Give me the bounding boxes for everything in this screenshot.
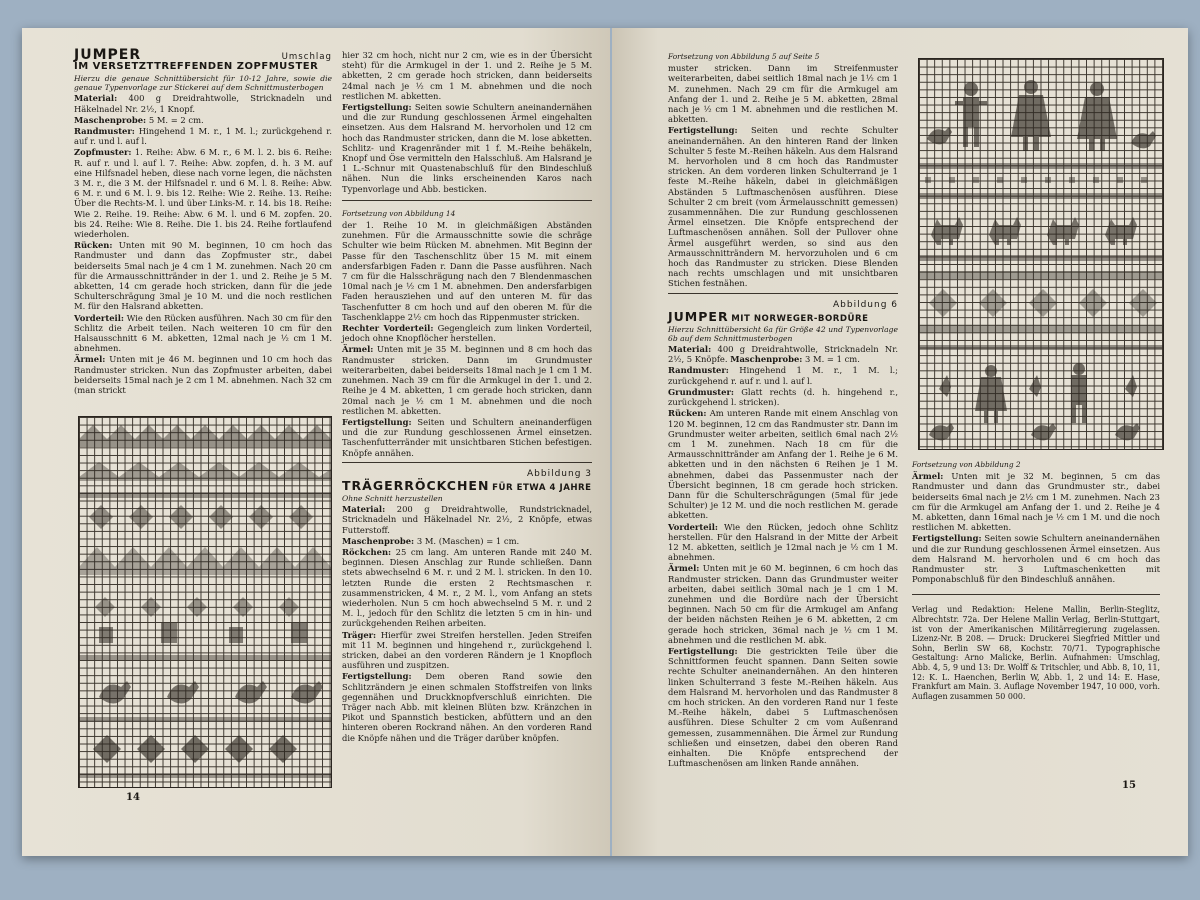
left-column-1	[74, 47, 332, 396]
gauge-paragraph: Maschenprobe: 5 M. = 2 cm.	[74, 114, 204, 125]
finishing-paragraph-2: Fertigstellung: Seiten und Schultern aneinanderfügen und die zur Rundung geschlossenen Ärmel einsetzen. Taschenfutterränder mit unsichtbaren Stichen befestigen. Knöpfe annähen.	[342, 416, 592, 458]
figure-number: Abbildung 3	[526, 468, 592, 479]
finishing-paragraph-right: Fertigstellung: Seiten und rechte Schulter aneinandernähen. An den hinteren Rand der linken Schulter 5 feste M.-Reihen häkeln. Aus dem Halsrand M. hervorholen und 8 cm hoch das Randmuster stricken. An dem vorderen linken Schulterrand je 1 feste M.-Reihe häkeln, dabei in gleichmäßigen Abständen 5 Luftmaschenösen ausführen. Diese Schulter 2 cm breit (vom Ärmelausschnitt gemessen) zusammennähen. Die zur Rundung geschlossenen Ärmel einsetzen. Die Knöpfe entsprechend der Luftmaschenösen annähen. Soll der Pullover ohne Ärmel ausgeführt werden, so sind aus den Armausschnitträndern M. hervorzuholen und 6 cm hoch das Randmuster zu stricken. Diese Blenden nach rechts umschlagen und mit unsichtbaren Stichen festnähen.	[668, 125, 898, 289]
figure-number-right: Abbildung 6	[832, 299, 898, 310]
embroidery-chart-left	[78, 416, 332, 788]
right-page	[612, 28, 1188, 856]
right-front-paragraph: Rechter Vorderteil: Gegengleich zum linken Vorderteil, jedoch ohne Knopflöcher herstellen.	[342, 323, 593, 344]
magazine-spread	[22, 28, 1188, 856]
chart-motifs	[79, 417, 331, 787]
jumper-front: Vorderteil: Wie den Rücken, jedoch ohne Schlitz herstellen. Für den Halsrand in der Mitte der Arbeit 12 M. abketten, seitlich je 12mal nach je ½ cm 1 M. abnehmen.	[668, 521, 898, 563]
continuation-text-right: muster stricken. Dann im Streifenmuster weiterarbeiten, dabei seitlich 18mal nach je 1½ cm 1 M. zunehmen. Nach 29 cm für die Armkugel am Anfang der 1. und 2. Reihe je 5 M. abketten, 28mal nach je ½ cm 1 M. abnehmen und die restlichen M. abketten.	[668, 63, 898, 125]
continuation-paragraph: hier 32 cm hoch, nicht nur 2 cm, wie es in der Übersicht steht) für die Armkugel in der 1. und 2. Reihe je 5 M. abketten, 2 cm gerade hoch stricken, dann beiderseits 24mal nach je ½ cm 1 M. abnehmen und die noch restlichen M. abketten.	[342, 50, 592, 101]
page-number-right: 15	[1122, 780, 1136, 791]
jumper-back: Rücken: Am unteren Rande mit einem Anschlag von 120 M. beginnen, 12 cm das Randmuster str. Dann im Grundmuster weiter arbeiten, seitlich 6mal nach 2½ cm 1 M. zunehmen. Nach 18 cm für die Armausschnittränder am Anfang der 1. Reihe je 6 M. abketten und in den nächsten 6 Reihen je 1 M. abnehmen, dabei das Passenmuster nach der Übersicht beginnen, 18 cm gerade hoch stricken. Dann für die Schulterschrägungen (5mal für jede Schulter) je 12 M. und die noch restlichen M. gerade abketten.	[668, 408, 899, 521]
imprint: Verlag und Redaktion: Helene Mallin, Berlin-Steglitz, Albrechtstr. 72a. Der Helene Mallin Verlag, Berlin-Stuttgart, ist von der Amerikanischen Militärregierung zugelassen. Lizenz-Nr. B 208. — Druck: Druckerei Siegfried Mittler und Sohn, Berlin SW 68, Kochstr. 70/71. Typographische Gestaltung: Arno Malicke, Berlin. Aufnahmen: Umschlag, Abb. 4, 5, 9 und 13: Dr. Wolff & Tritschler, und Abb. 8, 10, 11, 12: K. L. Haenchen, Berlin W, Abb. 1, 2 und 14: E. Hase, Frankfurt am Main. 3. Auflage November 1947, 10 000, vorh. Auflagen zusammen 50 000.	[912, 605, 1160, 701]
divider-right	[668, 293, 898, 294]
figure-reference: Umschlag	[281, 52, 332, 62]
jumper-rib: Randmuster: Hingehend 1 M. r., 1 M. l.; zurückgehend r. auf r. und l. auf l.	[668, 365, 898, 386]
skirt-material: Material: 200 g Dreidrahtwolle, Rundstricknadel, Stricknadeln und Häkelnadel Nr. 2½, 2 Knöpfe, etwas Futterstoff.	[342, 504, 592, 535]
back-paragraph: Rücken: Unten mit 90 M. beginnen, 10 cm hoch das Randmuster und dann das Zopfmuster str., dabei beiderseits 5mal nach je 4 cm 1 M. zunehmen. Nach 20 cm für die Armausschnittränder in der 1. und 2. Reihe je 5 M. abketten, 14 cm gerade hoch stricken, dann für die jede Schulterschrägung 3mal je 10 M. und die noch restlichen M. für den Halsrand abketten.	[74, 240, 332, 312]
continuation-label: Fortsetzung von Abbildung 14	[342, 208, 456, 218]
skirt-note: Ohne Schnitt herzustellen	[342, 494, 443, 504]
sleeve-paragraph-right: Ärmel: Unten mit je 32 M. beginnen, 5 cm das Randmuster und dann das Grundmuster str., dabei beiderseits 6mal nach je 2½ cm 1 M. zunehmen. Nach 23 cm für die Armkugel am Anfang der 1. und 2. Reihe je 4 M. abketten, dann 16mal nach je ½ cm 1 M. und die noch restlichen M. abketten.	[912, 471, 1160, 533]
article-subtitle: IM VERSETZTTREFFENDEN ZOPFMUSTER	[74, 61, 319, 73]
norwegian-border-chart	[918, 58, 1164, 450]
jumper-base-pattern: Grundmuster: Glatt rechts (d. h. hingehend r., zurückgehend l. stricken).	[668, 386, 898, 408]
jumper-subtitle: MIT NORWEGER-BORDÜRE	[731, 313, 869, 324]
chart-motifs-right	[919, 59, 1163, 449]
cable-pattern-paragraph: Zopfmuster: 1. Reihe: Abw. 6 M. r., 6 M. l. 2. bis 6. Reihe: R. auf r. und l. auf l. 7. Reihe: Abw. zopfen, d. h. 3 M. auf eine Hilfsnadel heben, diese nach vorne legen, die nächsten 3 M. r., die 3 M. der Hilfsnadel r. und 6 M. l. 8. Reihe: Abw. 6 M. r. und 6 M. l. 9. bis 12. Reihe: Wie 2. Reihe. 13. Reihe: Über die Rechts-M. l. und über Links-M. r. 14. bis 18. Reihe: Wie 2. Reihe. 19. Reihe: Abw. 6 M. l. und 6 M. zopfen. 20. bis 24. Reihe: Wie 8. Reihe. Die 1. bis 24. Reihe fortlaufend wiederholen.	[74, 147, 332, 240]
continuation-label-right: Fortsetzung von Abbildung 5 auf Seite 5	[668, 52, 820, 61]
skirt-finishing: Fertigstellung: Dem oberen Rand sowie den Schlitzrändern je einen schmalen Stoffstreifen von links gegennähen und Druckknopfverschluß einrichten. Die Träger nach Abb. mit kleinen Blüten bzw. Kränzchen in Pikot und Spannstich besticken, abfüttern und an den hinteren oberen Rockrand nähen. An den vorderen Rand die Knöpfe nähen und die Träger darüber knöpfen.	[342, 671, 592, 743]
divider-2	[342, 462, 592, 463]
finishing-paragraph: Fertigstellung: Seiten sowie Schultern aneinandernähen und die zur Rundung geschlossenen Ärmel eingehalten einsetzen. Aus dem Halsrand M. hervorholen und 12 cm hoch das Randmuster stricken, dann die M. lose abketten. Schlitz- und Kragenränder mit 1 f. M.-Reihe behäkeln, Knopf und Öse vermitteln den Halsschluß. Am Halsrand je 1 L.-Schnur mit Quastenabschluß für den Bindeschluß nähen. Nun die links erscheinenden Karos nach Typenvorlage und Abb. besticken.	[342, 102, 592, 194]
continuation-text: der 1. Reihe 10 M. in gleichmäßigen Abständen zunehmen. Für die Armausschnitte sowie die schräge Schulter wie beim Rücken M. abnehmen. Mit Beginn der Passe für den Taschenschlitz über 15 M. mit einem andersfarbigen Faden r. Dann die Passe ausführen. Nach 7 cm für die Halsschrägung nach den 7 Blendenmaschen 10mal nach je ½ cm 1 M. abnehmen. Den andersfarbigen Faden herausziehen und auf den unteren M. für das Taschenfutter 8 cm hoch und auf den oberen M. für die Taschenklappe 2½ cm hoch das Rippenmuster stricken.	[342, 220, 592, 322]
skirt-straps: Träger: Hierfür zwei Streifen herstellen. Jeden Streifen mit 11 M. beginnen und hingehend r., zurückgehend l. stricken, dabei an den vorderen Rändern je 1 Knopfloch ausführen und zuspitzen.	[342, 629, 592, 671]
pattern-note: Hierzu die genaue Schnittübersicht für 10-12 Jahre, sowie die genaue Typenvorlage zur Stickerei auf dem Schnittmusterbogen	[74, 74, 332, 93]
continuation-label-2: Fortsetzung von Abbildung 2	[912, 460, 1021, 469]
material-paragraph: Material: 400 g Dreidrahtwolle, Stricknadeln und Häkelnadel Nr. 2½, 1 Knopf.	[74, 93, 332, 114]
skirt-gauge: Maschenprobe: 3 M. (Maschen) = 1 cm.	[342, 535, 520, 546]
skirt-title: TRÄGERRÖCKCHEN	[342, 477, 490, 493]
divider	[342, 200, 592, 201]
rib-pattern-paragraph: Randmuster: Hingehend 1 M. r., 1 M. l.; zurückgehend r. auf r. und l. auf l.	[74, 126, 332, 147]
jumper-title: JUMPER	[668, 308, 729, 324]
front-paragraph: Vorderteil: Wie den Rücken ausführen. Nach 30 cm für den Schlitz die Arbeit teilen. Nach weiteren 10 cm für den Halsausschnitt 6 M. abketten, 12mal nach je ½ cm 1 M. abnehmen.	[74, 312, 332, 354]
jumper-sleeve: Ärmel: Unten mit je 60 M. beginnen, 6 cm hoch das Randmuster stricken. Dann das Grundmuster weiter arbeiten, dabei seitlich 30mal nach je 1 cm 1 M. zunehmen und die Bordüre nach der Übersicht beginnen. Nach 50 cm für die Armkugel am Anfang der beiden nächsten Reihen je 6 M. abketten, 2 cm gerade hoch stricken, 36mal nach je ½ cm 1 M. abnehmen und die restlichen M. abk.	[668, 563, 898, 645]
right-column-2	[912, 460, 1160, 702]
finishing-paragraph-right-2: Fertigstellung: Seiten sowie Schultern aneinandernähen und die zur Rundung geschlossenen Ärmel einsetzen. Aus dem Halsrand M. hervorholen und 6 cm hoch das Randmuster str. 3 Luftmaschenketten mit Pomponabschluß für den Bindeschluß annähen.	[912, 533, 1160, 585]
sleeve-paragraph: Ärmel: Unten mit je 46 M. beginnen und 10 cm hoch das Randmuster stricken. Nun das Zopfmuster arbeiten, dabei beiderseits 15mal nach je 2 cm 1 M. abnehmen. Nach 32 cm (man strickt	[74, 354, 332, 396]
jumper-note: Hierzu Schnittübersicht 6a für Größe 42 und Typenvorlage 6b auf dem Schnittmusterbogen	[668, 325, 898, 344]
left-column-2	[342, 50, 592, 744]
right-column-1	[668, 52, 898, 769]
skirt-body: Röckchen: 25 cm lang. Am unteren Rande mit 240 M. beginnen. Diesen Anschlag zur Runde schließen. Dann stets abwechselnd 6 M. r. und 2 M. l. stricken. In den 10. letzten Runde die ersten 2 Rechtsmaschen r. zusammenstricken, 4 M. r., 2 M. l., vom Anfang an stets wiederholen. Nun 5 cm hoch abwechselnd 5 M. r. und 2 M. l., jedoch für den Schlitz die letzten 5 cm in hin- und zurückgehenden Reihen arbeiten.	[342, 546, 592, 629]
sleeve-paragraph-2: Ärmel: Unten mit je 35 M. beginnen und 8 cm hoch das Randmuster stricken. Dann im Grundmuster weiterarbeiten, dabei beiderseits 18mal nach je 1 cm 1 M. zunehmen. Nach 39 cm für die Armkugel in der 1. und 2. Reihe je 4 M. abketten, 1 cm gerade hoch stricken, dann 20mal nach je ½ cm 1 M. abnehmen und die noch restlichen M. abketten.	[342, 344, 593, 416]
left-page	[22, 28, 610, 856]
jumper-material: Material: 400 g Dreidrahtwolle, Stricknadeln Nr. 2½, 5 Knöpfe. Maschenprobe: 3 M. = 1 cm.	[668, 344, 898, 365]
divider-right-2	[912, 594, 1160, 595]
page-number-left: 14	[126, 792, 140, 803]
skirt-subtitle: FÜR ETWA 4 JAHRE	[492, 482, 592, 493]
article-title: JUMPER	[74, 47, 142, 63]
jumper-finishing: Fertigstellung: Die gestrickten Teile über die Schnittformen feucht spannen. Dann Seiten sowie rechte Schulter aneinandernähen. An den hinteren linken Schulterrand 3 feste M.-Reihen häkeln. Aus dem Halsrand M. hervorholen und das Randmuster 8 cm hoch stricken. An den vorderen Rand nur 1 feste M.-Reihe häkeln, dabei 5 Luftmaschenösen ausführen. Diese Schulter 2 cm vom Außenrand gemessen, zusammennähen. Die Ärmel zur Rundung schließen und einsetzen, dabei den oberen Rand einhalten. Die Knöpfe entsprechend der Luftmaschenösen am linken Rande annähen.	[668, 645, 898, 769]
